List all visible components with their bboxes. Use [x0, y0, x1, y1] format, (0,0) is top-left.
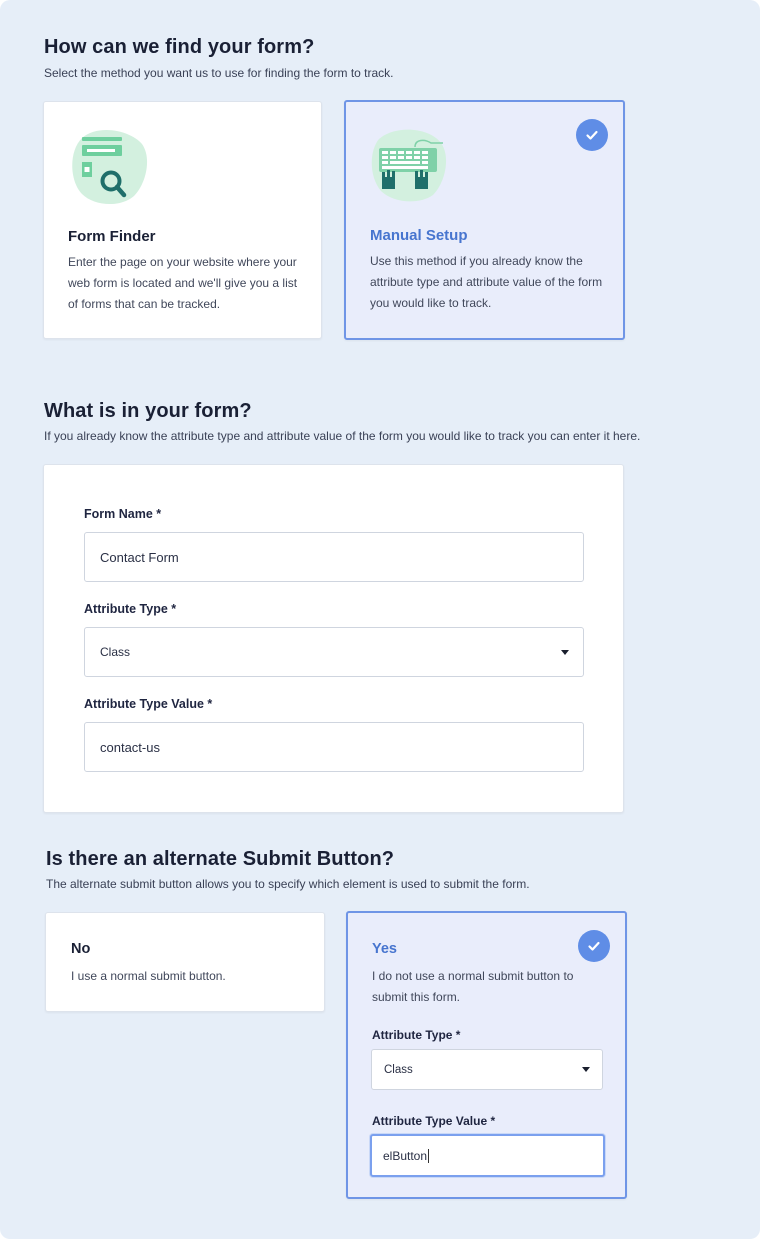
form-search-icon	[68, 126, 148, 206]
manual-setup-title: Manual Setup	[370, 227, 468, 244]
form-name-input[interactable]	[84, 532, 584, 582]
form-contents-heading: What is in your form?	[44, 400, 252, 422]
chevron-down-icon	[582, 1067, 590, 1072]
form-contents-subtitle: If you already know the attribute type and attribute value of the form you would like to track you can enter it here.	[44, 429, 641, 443]
yes-alternate-submit-option[interactable]	[346, 911, 627, 1199]
yes-option-description: I do not use a normal submit button to submit this form.	[372, 969, 574, 1004]
no-option-title: No	[71, 941, 91, 957]
manual-setup-selected-check-icon	[576, 119, 608, 151]
form-details-card	[43, 464, 624, 813]
form-name-value: Contact Form	[100, 549, 179, 565]
alt-attribute-type-label: Attribute Type *	[372, 1028, 461, 1042]
keyboard-hands-icon	[369, 125, 449, 205]
attribute-type-select[interactable]	[84, 627, 584, 677]
yes-option-title: Yes	[372, 941, 397, 957]
find-form-heading: How can we find your form?	[44, 36, 315, 58]
alt-attribute-value-label: Attribute Type Value *	[372, 1114, 496, 1128]
form-name-label: Form Name *	[84, 507, 162, 521]
alternate-submit-subtitle: The alternate submit button allows you to specify which element is used to submit the form.	[46, 877, 530, 891]
alternate-submit-heading: Is there an alternate Submit Button?	[46, 848, 395, 870]
alt-attribute-type-value: Class	[384, 1063, 413, 1076]
no-option-description: I use a normal submit button.	[71, 969, 226, 983]
alt-attribute-type-select[interactable]	[371, 1049, 603, 1090]
attribute-type-label: Attribute Type *	[84, 602, 177, 616]
yes-option-selected-check-icon	[578, 930, 610, 962]
no-alternate-submit-option[interactable]	[45, 912, 325, 1012]
attribute-value-label: Attribute Type Value *	[84, 697, 213, 711]
manual-setup-option[interactable]	[344, 100, 625, 340]
attribute-value-value: contact-us	[100, 739, 160, 755]
form-finder-option[interactable]	[43, 101, 322, 339]
alt-attribute-value-value: elButton	[383, 1148, 428, 1163]
attribute-type-value: Class	[100, 645, 131, 659]
manual-setup-description: Use this method if you already know the attribute type and attribute value of the form you would like to track.	[370, 254, 603, 310]
find-form-subtitle: Select the method you want us to use for finding the form to track.	[44, 66, 394, 80]
form-finder-title: Form Finder	[68, 228, 156, 245]
text-cursor	[428, 1149, 429, 1163]
attribute-value-input[interactable]	[84, 722, 584, 772]
alt-attribute-value-input[interactable]	[370, 1134, 605, 1177]
form-finder-description: Enter the page on your website where your web form is located and we'll give you a list of forms that can be tracked.	[68, 255, 298, 311]
chevron-down-icon	[561, 650, 569, 655]
